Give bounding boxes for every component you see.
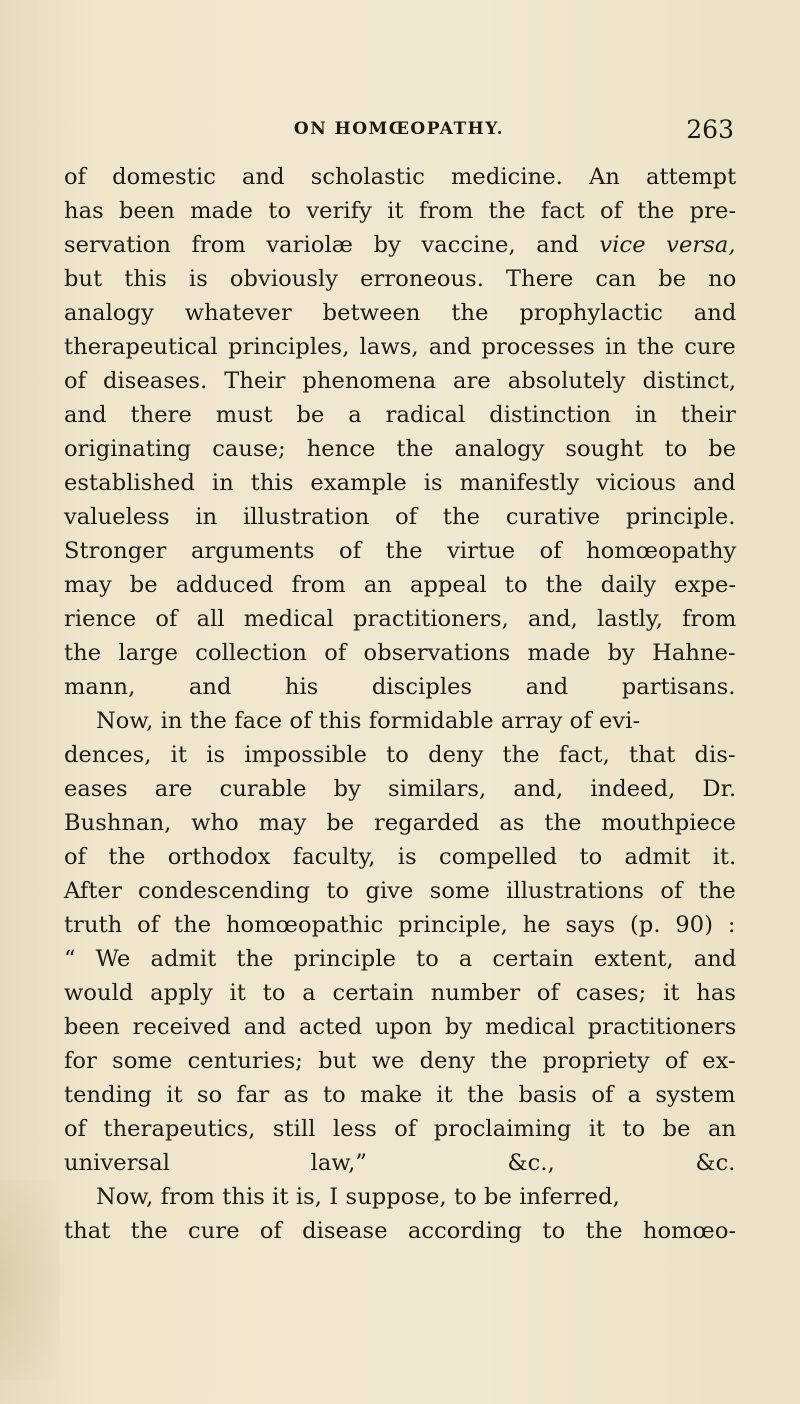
- text-line: therapeutical principles, laws, and processes in the cure: [64, 334, 736, 360]
- text-line: valueless in illustration of the curative principle.: [64, 504, 736, 530]
- page-header: [64, 117, 734, 147]
- text-line: After condescending to give some illustrations of the: [64, 878, 736, 904]
- text-line: [64, 228, 736, 262]
- text-line: Stronger arguments of the virtue of homœopathy: [64, 538, 737, 564]
- text-line: established in this example is manifestly vicious and: [64, 470, 736, 496]
- text-line: may be adduced from an appeal to the daily expe-: [64, 572, 737, 598]
- text-line: but this is obviously erroneous. There can be no: [64, 266, 737, 292]
- quote-line: universal law,” &c., &c.: [64, 1150, 736, 1176]
- quote-line: would apply it to a certain number of cases; it has: [64, 980, 737, 1006]
- quote-line: tending it so far as to make it the basis of a system: [64, 1082, 736, 1108]
- text-line: analogy whatever between the prophylactic and: [64, 300, 737, 326]
- paper-stain: [0, 1180, 60, 1380]
- text-line: originating cause; hence the analogy sought to be: [64, 436, 737, 462]
- text-line: of diseases. Their phenomena are absolutely distinct,: [64, 368, 737, 394]
- text-line: Bushnan, who may be regarded as the mouthpiece: [64, 810, 737, 836]
- text-line: mann, and his disciples and partisans.: [64, 674, 736, 700]
- text-line: of the orthodox faculty, is compelled to admit it.: [64, 844, 737, 870]
- text-run: servation from variolæ by vaccine, and: [64, 232, 579, 258]
- italic-phrase: vice versa,: [599, 232, 736, 258]
- text-line: dences, it is impossible to deny the fact, that dis-: [64, 742, 736, 768]
- text-line: the large collection of observations made by Hahne-: [64, 640, 736, 666]
- text-line: has been made to verify it from the fact of the pre-: [64, 198, 737, 224]
- text-line: and there must be a radical distinction in their: [64, 402, 737, 428]
- quote-line: of therapeutics, still less of proclaiming it to be an: [64, 1116, 737, 1142]
- body-text: [64, 160, 736, 1248]
- running-head: ON HOMŒOPATHY.: [293, 119, 505, 139]
- text-line: that the cure of disease according to the homœo-: [64, 1218, 737, 1244]
- text-line: of domestic and scholastic medicine. An attempt: [64, 164, 737, 190]
- page-number: 263: [686, 115, 734, 144]
- text-line: truth of the homœopathic principle, he says (p. 90) :: [64, 912, 736, 938]
- quote-line: for some centuries; but we deny the propriety of ex-: [64, 1048, 736, 1074]
- paragraph-start-line: Now, from this it is, I suppose, to be inferred,: [96, 1184, 620, 1210]
- text-line: eases are curable by similars, and, indeed, Dr.: [64, 776, 737, 802]
- paragraph-start-line: Now, in the face of this formidable array of evi-: [96, 708, 641, 734]
- quote-line: been received and acted upon by medical practitioners: [64, 1014, 737, 1040]
- text-line: rience of all medical practitioners, and, lastly, from: [64, 606, 737, 632]
- quote-line: “ We admit the principle to a certain extent, and: [64, 946, 737, 972]
